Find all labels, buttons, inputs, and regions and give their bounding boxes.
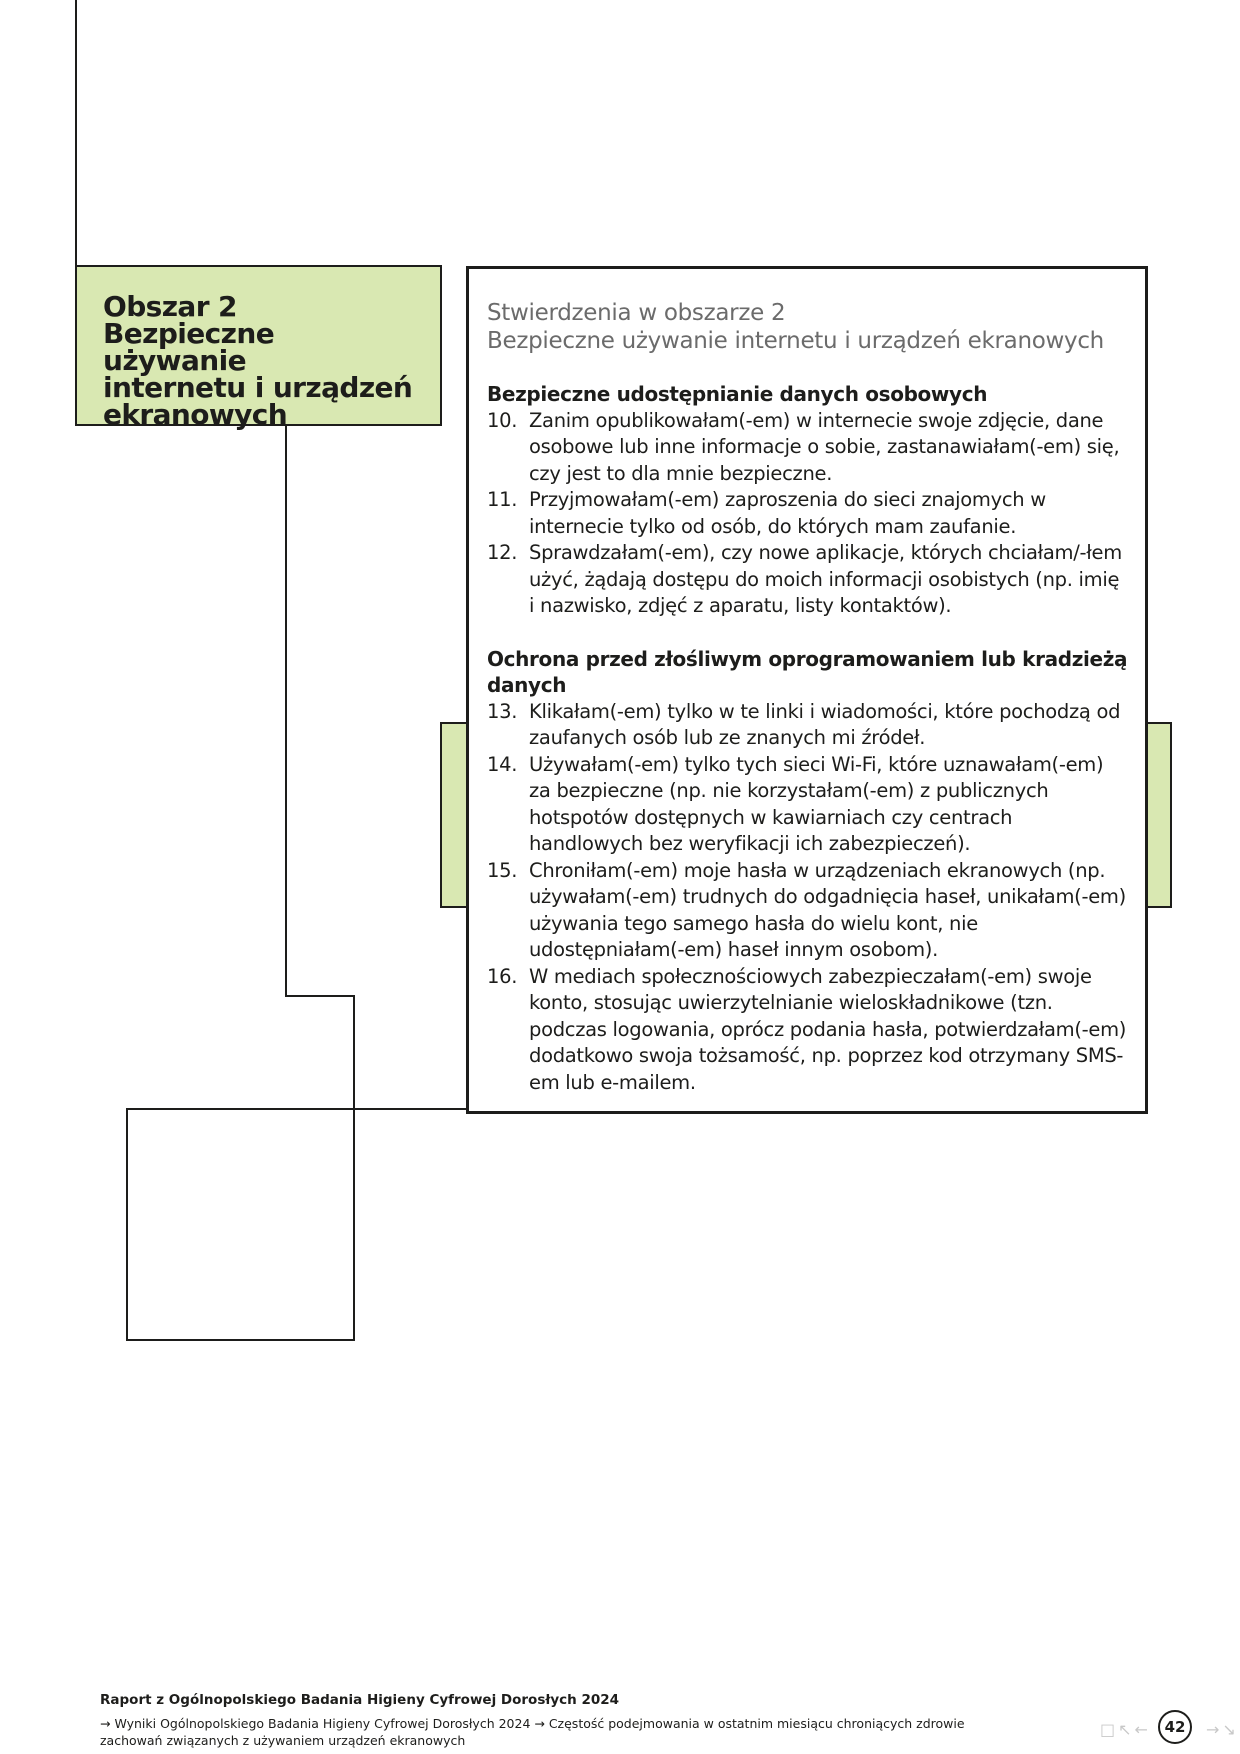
statement-item: [487, 752, 1129, 858]
statement-item: [487, 487, 1129, 540]
group-heading: Ochrona przed złośliwym oprogramowaniem lub kradzieżą danych: [487, 646, 1128, 697]
statement-list: [487, 699, 1129, 1097]
statement-number: 16.: [487, 964, 518, 988]
statement-number: 10.: [487, 408, 518, 432]
group-heading: Bezpieczne udostępnianie danych osobowych: [487, 382, 988, 406]
statement-number: 14.: [487, 752, 518, 776]
area-title-box: [75, 265, 442, 431]
statement-list: [487, 408, 1129, 620]
statement-number: 13.: [487, 699, 518, 723]
page-number: 42: [1158, 1710, 1192, 1744]
first-page-arrow-icon[interactable]: ↖: [1118, 1720, 1132, 1739]
home-icon[interactable]: □: [1100, 1720, 1116, 1739]
decorative-square: [126, 1108, 355, 1341]
statement-item: [487, 858, 1129, 964]
statement-item: [487, 964, 1129, 1097]
statement-item: [487, 408, 1129, 488]
area-title-line-1: Bezpieczne używanie: [103, 317, 275, 377]
area-title-line-3: ekranowych: [103, 398, 288, 431]
statement-text: Przyjmowałam(-em) zaproszenia do sieci znajomych w internecie tylko od osób, do których mam zaufanie.: [529, 488, 1046, 538]
statement-text: Sprawdzałam(-em), czy nowe aplikacje, których chciałam/-łem użyć, żądają dostępu do moich informacji osobistych (np. imię i nazwisko, zdjęć z aparatu, listy kontaktów).: [529, 541, 1122, 617]
statement-text: Klikałam(-em) tylko w te linki i wiadomości, które pochodzą od zaufanych osób lub ze znanych mi źródeł.: [529, 699, 1121, 749]
decorative-line-step: [285, 995, 355, 997]
decorative-line-middle: [285, 425, 287, 997]
statement-group-malware-protection: [487, 646, 1129, 1097]
statements-title: Stwierdzenia w obszarze 2: [487, 300, 786, 326]
statement-number: 15.: [487, 858, 518, 882]
last-page-arrow-icon[interactable]: ↘: [1222, 1720, 1236, 1739]
area-title-line-2: internetu i urządzeń: [103, 371, 413, 404]
statement-text: Zanim opublikowałam(-em) w internecie swoje zdjęcie, dane osobowe lub inne informacje o sobie, zastanawiałam(-em) się, czy jest to dla mnie bezpieczne.: [529, 408, 1120, 485]
area-label: Obszar 2: [103, 290, 237, 323]
statement-text: Używałam(-em) tylko tych sieci Wi-Fi, które uznawałam(-em) za bezpieczne (np. nie korzystałam(-em) z publicznych hotspotów dostępnych w kawiarniach czy centrach handlowych bez weryfikacji ich zabezpieczeń).: [529, 752, 1104, 855]
statement-text: Chroniłam(-em) moje hasła w urządzeniach ekranowych (np. używałam(-em) trudnych do odgadnięcia haseł, unikałam(-em) używania tego samego hasła do wielu kont, nie udostępniałam(-em) haseł innym osobom).: [529, 858, 1126, 961]
statement-item: [487, 699, 1129, 752]
statements-box: [466, 266, 1148, 1114]
footer-report-title: Raport z Ogólnopolskiego Badania Higieny Cyfrowej Dorosłych 2024: [100, 1692, 620, 1708]
decorative-line-top: [75, 0, 77, 266]
statement-item: [487, 540, 1129, 620]
statement-group-personal-data: [487, 381, 1129, 620]
statement-number: 11.: [487, 488, 518, 511]
previous-page-arrow-icon[interactable]: ←: [1134, 1720, 1148, 1739]
decorative-line-lower: [353, 995, 355, 1110]
statement-text: W mediach społecznościowych zabezpieczałam(-em) swoje konto, stosując uwierzytelnianie wieloskładnikowe (tzn. podczas logowania, oprócz podania hasła, potwierdzałam(-em) dodatkowo swoja tożsamość, np. poprzez kod otrzymany SMS-em lub e-mailem.: [529, 964, 1127, 1094]
next-page-arrow-icon[interactable]: →: [1205, 1720, 1220, 1739]
statements-subtitle: Bezpieczne używanie internetu i urządzeń ekranowych: [487, 328, 1104, 354]
footer-breadcrumb[interactable]: → Wyniki Ogólnopolskiego Badania Higieny Cyfrowej Dorosłych 2024 → Częstość podejmowania w ostatnim miesiącu chroniących zdrowie zachowań związanych z używaniem urządzeń ekranowych: [100, 1716, 965, 1748]
statement-number: 12.: [487, 541, 518, 564]
